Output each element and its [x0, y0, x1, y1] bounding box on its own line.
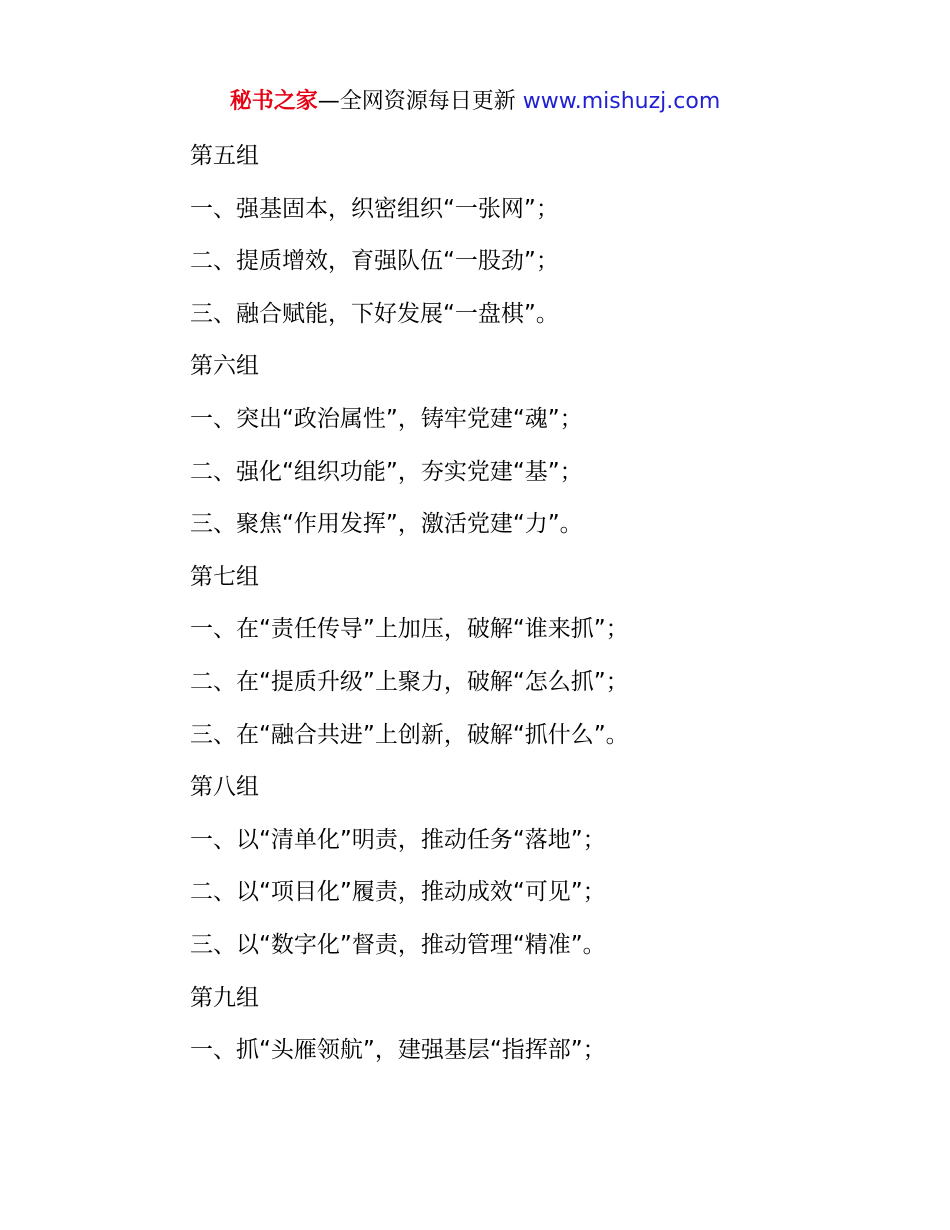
- list-item: 一、抓“头雁领航”，建强基层“指挥部”；: [190, 1037, 606, 1064]
- list-item: 三、融合赋能，下好发展“一盘棋”。: [190, 300, 559, 327]
- list-item: 二、在“提质升级”上聚力，破解“怎么抓”；: [190, 668, 629, 695]
- list-item: 二、强化“组织功能”，夯实党建“基”；: [190, 458, 583, 485]
- site-header: [0, 86, 950, 118]
- list-item: 三、聚焦“作用发挥”，激活党建“力”。: [190, 511, 583, 538]
- header-slogan: —全网资源每日更新: [317, 89, 516, 114]
- list-item: 一、在“责任传导”上加压，破解“谁来抓”；: [190, 616, 629, 643]
- group-heading: 第八组: [190, 774, 259, 801]
- brand-name: 秘书之家: [229, 89, 318, 114]
- list-item: 二、提质增效，育强队伍“一股劲”；: [190, 248, 559, 275]
- group-heading: 第六组: [190, 353, 259, 380]
- group-heading: 第七组: [190, 563, 259, 590]
- list-item: 二、以“项目化”履责，推动成效“可见”；: [190, 879, 606, 906]
- site-url-link[interactable]: www.mishuzj.com: [522, 89, 721, 114]
- document-body: [190, 136, 910, 1083]
- group-heading: 第五组: [190, 143, 259, 169]
- list-item: 一、强基固本，织密组织“一张网”；: [190, 195, 559, 222]
- list-item: 一、突出“政治属性”，铸牢党建“魂”；: [190, 405, 583, 432]
- list-item: 三、以“数字化”督责，推动管理“精准”。: [190, 931, 606, 958]
- list-item: 一、以“清单化”明责，推动任务“落地”；: [190, 826, 606, 853]
- group-heading: 第九组: [190, 984, 259, 1011]
- list-item: 三、在“融合共进”上创新，破解“抓什么”。: [190, 721, 629, 748]
